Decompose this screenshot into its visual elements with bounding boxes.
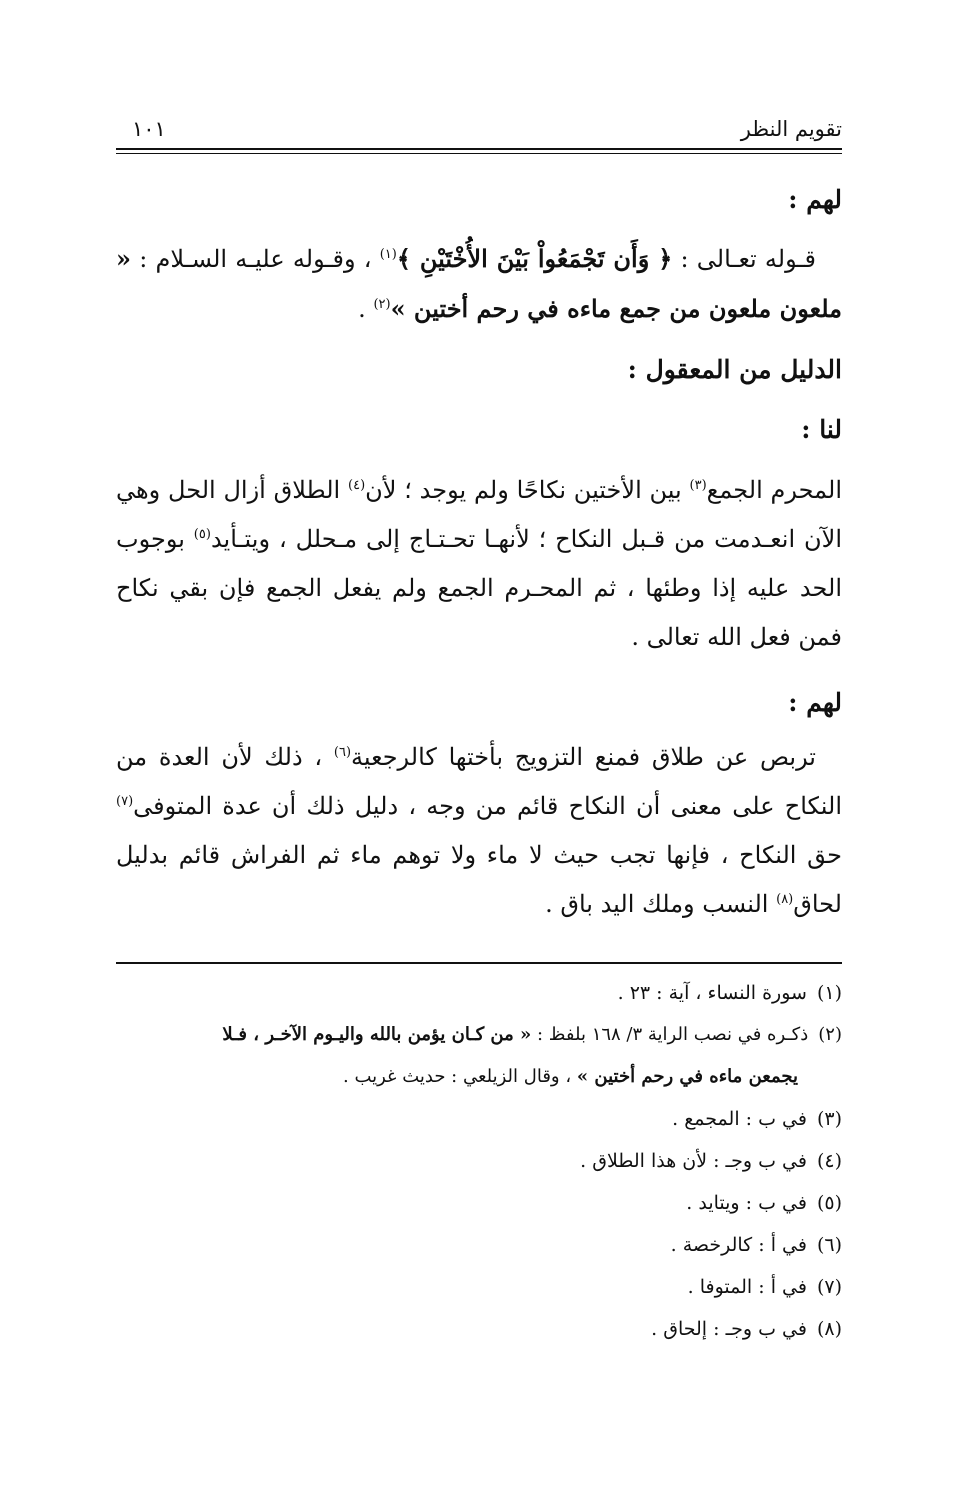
footnote-ref: (٧): [116, 794, 134, 809]
footnote-text: ، وقال الزيلعي : حديث غريب .: [343, 1066, 577, 1087]
footnote-text: في أ : المتوفا .: [687, 1276, 807, 1298]
footnote: [116, 1182, 842, 1224]
paragraph-argument-ours: [116, 466, 842, 662]
footnote-number: (٢): [818, 1024, 842, 1045]
footnote-text: في ب وجـ : لأن هذا الطلاق .: [580, 1150, 807, 1172]
section-heading: لهم :: [788, 688, 842, 717]
footnotes: [116, 972, 842, 1350]
quran-quote: ﴿ وَأَن تَجْمَعُواْ بَيْنَ الأُخْتَيْنِ ﴾: [396, 244, 673, 273]
footnote-ref: (١): [379, 247, 397, 262]
footnote-text: ذكـره في نصب الراية ٣/ ١٦٨ بلفظ :: [531, 1024, 809, 1045]
footnote: [116, 1224, 842, 1266]
footnote-ref: (٢): [373, 297, 391, 312]
footnote: [116, 972, 842, 1014]
text-run: الطلاق أزال الحل وهي الآن انعـدمت من قـبل النكاح ؛ لأنهـا تحـتـاج إلى مـحلل ، ويتـأيد: [116, 476, 842, 553]
footnote: [116, 1308, 842, 1350]
footnote-ref: (٤): [348, 478, 366, 493]
paragraph-quran-hadith: [116, 234, 842, 334]
text-run: ، وقـوله عليـه السـلام :: [139, 245, 380, 273]
footnote-number: (٧): [816, 1276, 842, 1298]
text-run: قـوله تعـالى :: [672, 245, 816, 273]
footnote-number: (٦): [816, 1234, 842, 1256]
footnote: [116, 1266, 842, 1308]
footnote: [116, 1140, 842, 1182]
footnote-text: في أ : كالرخصة .: [670, 1234, 807, 1256]
text-run: ، ذلك لأن العدة من النكاح على معنى أن النكاح قائم من وجه ، دليل ذلك أن عدة المتوفى: [116, 743, 842, 820]
text-run: النسب وملك اليد باق .: [545, 890, 777, 918]
running-title: تقويم النظر: [740, 117, 842, 141]
footnote-text: سورة النساء ، آية : ٢٣ .: [617, 982, 807, 1004]
section-heading: لهم :: [788, 185, 842, 214]
section-heading: الدليل من المعقول :: [627, 355, 842, 384]
footnote: [116, 1098, 842, 1140]
paragraph-argument-theirs: [116, 733, 842, 929]
footnote-number: (٣): [816, 1108, 842, 1130]
footnote-quote: « من كـان يؤمن بالله واليـوم الآخـر ، فـلا: [222, 1024, 532, 1045]
footnote-quote: يجمعن ماءه في رحم أختين »: [576, 1066, 798, 1087]
footnote-continuation: [116, 1056, 842, 1098]
text-run: .: [358, 295, 374, 323]
header-rule-thin: [116, 153, 842, 154]
footnote-text: في ب : ويتايد .: [686, 1192, 807, 1214]
footnote-number: (١): [816, 982, 842, 1004]
footnote-number: (٨): [816, 1318, 842, 1340]
footnote: [116, 1014, 842, 1056]
text-run: حق النكاح ، فإنها تجب حيث لا ماء ولا توهم ماء ثم الفراش قائم بدليل لحاق: [116, 841, 842, 918]
text-run: تربص عن طلاق فمنع التزويج بأختها كالرجعية: [351, 743, 816, 771]
header-rule: [116, 148, 842, 150]
footnote-ref: (٣): [689, 478, 707, 493]
footnote-text: في ب : المجمع .: [672, 1108, 807, 1130]
footnote-ref: (٦): [333, 745, 352, 760]
footnote-ref: (٨): [776, 892, 794, 907]
text-run: المحرم الجمع: [706, 476, 843, 504]
text-run: بوجوب الحد عليه إذا وطئها ، ثم المحـرم الجمع ولم يفعل الجمع فإن بقي نكاح فمن فعل الله تعالى .: [116, 525, 842, 651]
footnote-number: (٥): [816, 1192, 842, 1214]
footnote-number: (٤): [816, 1150, 842, 1172]
page-number: ١٠١: [132, 117, 166, 141]
hadith-quote: « ملعون ملعون من جمع ماءه في رحم أختين »: [116, 244, 842, 323]
footnote-text: في ب وجـ : إلحاق .: [651, 1318, 807, 1340]
text-run: بين الأختين نكاحًا ولم يوجد ؛ لأن: [365, 476, 690, 504]
footnote-separator: [116, 962, 842, 964]
section-heading: لنا :: [801, 415, 842, 444]
footnote-ref: (٥): [193, 527, 211, 542]
